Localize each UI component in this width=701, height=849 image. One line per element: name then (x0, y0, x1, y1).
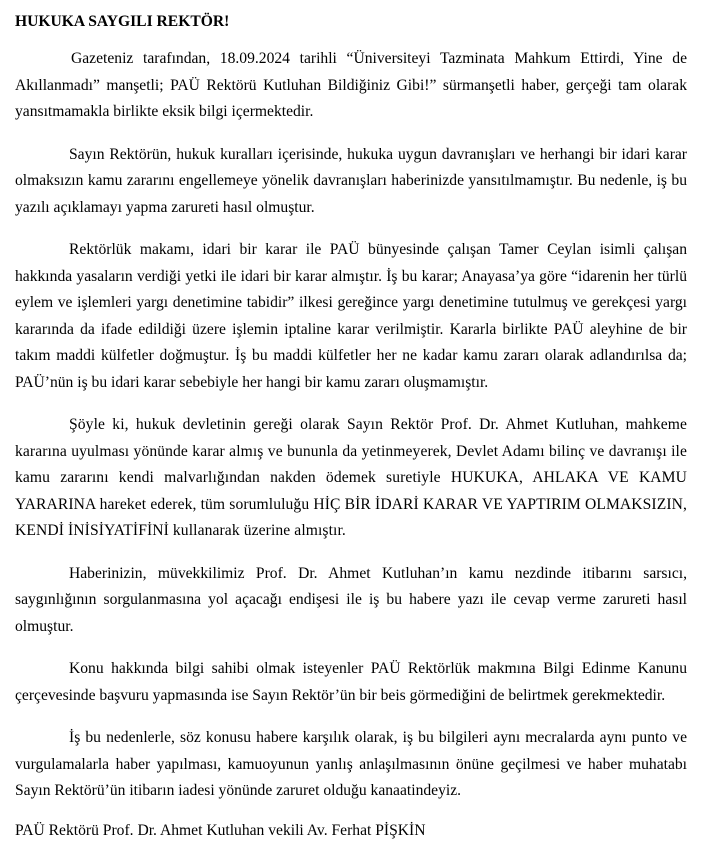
paragraph-7: İş bu nedenlerle, söz konusu habere karşılık olarak, iş bu bilgileri aynı mecralarda aynı punto ve vurgulamalarla haber yapılması, kamuoyunun yanlış anlaşılmasının önüne geçilmesi ve haber muhatabı Sayın Rektörü’ün itibarın iadesi yönünde zaruret olduğu kanaatindeyiz. (15, 729, 687, 799)
paragraph-5: Haberinizin, müvekkilimiz Prof. Dr. Ahmet Kutluhan’ın kamu nezdinde itibarını sarsıcı, saygınlığının sorgulanmasına yol açacağı endişesi ile iş bu habere yazı ile cevap verme zarureti hasıl olmuştur. (15, 564, 687, 635)
paragraph-3: Rektörlük makamı, idari bir karar ile PAÜ bünyesinde çalışan Tamer Ceylan isimli çalışan hakkında yasaların verdiği yetki ile idari bir karar almıştır. İş bu karar; Anayasa’ya göre “idarenin her türlü eylem ve işlemleri yargı denetimine tabidir” ilkesi gereğince yargı denetimine tutulmuş ve gerekçesi yargı kararında da ifade edildiği üzere işlemin iptaline karar verilmiştir. Kararla birlikte PAÜ aleyhine de bir takım maddi külfetler doğmuştur. İş bu maddi külfetler her ne kadar kamu zararı olarak adlandırılsa da; PAÜ’nün iş bu idari karar sebebiyle her hangi bir kamu zararı oluşmamıştır. (15, 241, 687, 391)
signature-line: PAÜ Rektörü Prof. Dr. Ahmet Kutluhan vekili Av. Ferhat PİŞKİN (15, 821, 426, 839)
paragraph-6: Konu hakkında bilgi sahibi olmak isteyenler PAÜ Rektörlük makmına Bilgi Edinme Kanunu çerçevesinde başvuru yapmasında ise Sayın Rektör’ün bir beis görmediğini de belirtmek gerekmektedir. (15, 660, 687, 704)
paragraph-2: Sayın Rektörün, hukuk kuralları içerisinde, hukuka uygun davranışları ve herhangi bir idari karar olmaksızın kamu zararını engellemeye yönelik davranışları haberinizde yansıtılmamıştır. Bu nedenle, iş bu yazılı açıklamayı yapma zarureti hasıl olmuştur. (15, 145, 687, 216)
paragraph-4: Şöyle ki, hukuk devletinin gereği olarak Sayın Rektör Prof. Dr. Ahmet Kutluhan, mahkeme kararına uyulması yönünde karar almış ve bununla da yetinmeyerek, Devlet Adamı bilinç ve davranışı ile kamu zararını kendi malvarlığından nakden ödemek suretiyle HUKUKA, AHLAKA VE KAMU YARARINA hareket ederek, tüm sorumluluğu HİÇ BİR İDARİ KARAR VE YAPTIRIM OLMAKSIZIN, KENDİ İNİSİYATİFİNİ kullanarak üzerine almıştır. (15, 416, 687, 539)
document-title: HUKUKA SAYGILI REKTÖR! (15, 13, 230, 30)
paragraph-1: Gazeteniz tarafından, 18.09.2024 tarihli “Üniversiteyi Tazminata Mahkum Ettirdi, Yine de Akıllanmadı” manşetli; PAÜ Rektörü Kutluhan Bildiğiniz Gibi!” sürmanşetli haber, gerçeği tam olarak yansıtmamakla birlikte eksik bilgi içermektedir. (15, 50, 687, 120)
